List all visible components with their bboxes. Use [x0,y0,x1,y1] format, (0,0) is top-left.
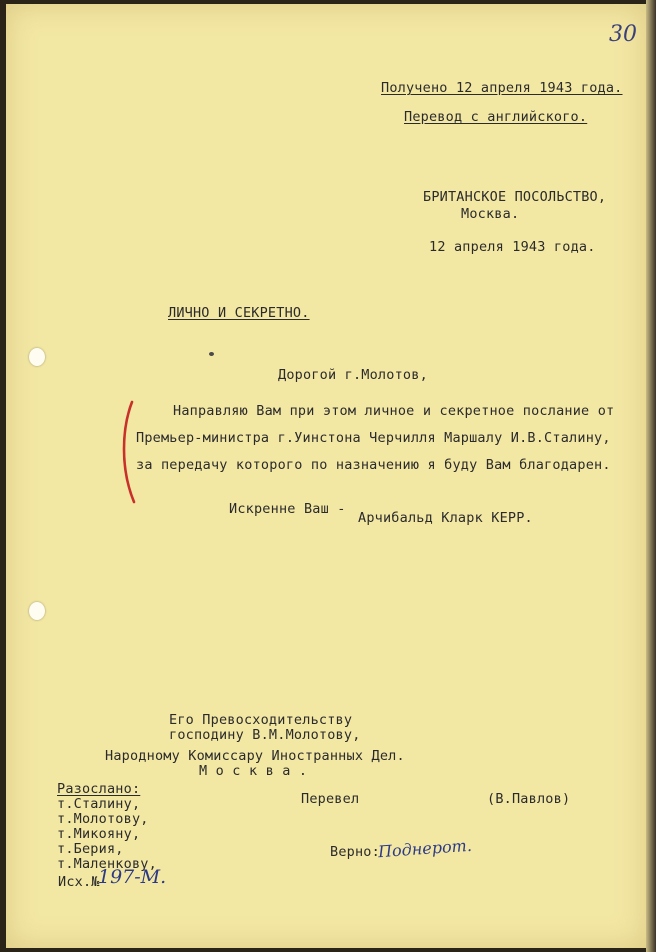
outgoing-label: Исх.№ [58,874,100,890]
body-line-1: Направляю Вам при этом личное и секретное послание от [173,403,615,419]
closing-phrase: Искренне Ваш - [229,501,346,517]
distribution-item: т.Микояну, [57,826,141,842]
distribution-item: т.Сталину, [57,796,141,812]
body-line-2: Премьер-министра г.Уинстона Черчилля Маршалу И.В.Сталину, [136,430,611,446]
punch-hole-top [29,348,45,366]
addressee-line-1: Его Превосходительству [169,712,353,728]
addressee-line-4: М о с к в а . [199,763,308,779]
salutation: Дорогой г.Молотов, [278,367,428,383]
translator-name: (В.Павлов) [487,791,571,807]
sender-org: БРИТАНСКОЕ ПОСОЛЬСТВО, [423,189,607,205]
punch-hole-bottom [29,602,45,620]
received-line: Получено 12 апреля 1943 года. [381,80,623,96]
distribution-item: т.Молотову, [57,811,149,827]
distribution-item: т.Берия, [57,841,124,857]
body-line-3: за передачу которого по назначению я буду Вам благодарен. [136,457,611,473]
letter-date: 12 апреля 1943 года. [429,239,596,255]
sender-city: Москва. [461,206,520,222]
classification-mark: ЛИЧНО И СЕКРЕТНО. [168,305,310,321]
page-edge [646,0,656,952]
red-pencil-mark [118,398,144,508]
distribution-heading: Разослано: [57,781,141,797]
signatory-name: Арчибальд Кларк КЕРР. [358,510,533,526]
verified-label: Верно: [330,844,380,860]
ink-speck [209,352,214,356]
translation-note: Перевод с английского. [404,109,588,125]
verified-signature: Поднерот. [377,835,473,862]
addressee-line-2: господину В.М.Молотову, [169,727,361,743]
page-number: 30 [609,22,637,47]
translated-by-label: Перевел [301,791,360,807]
distribution-item: т.Маленкову, [57,856,157,872]
outgoing-number: 197-М. [98,866,167,888]
addressee-line-3: Народному Комиссару Иностранных Дел. [105,748,405,764]
